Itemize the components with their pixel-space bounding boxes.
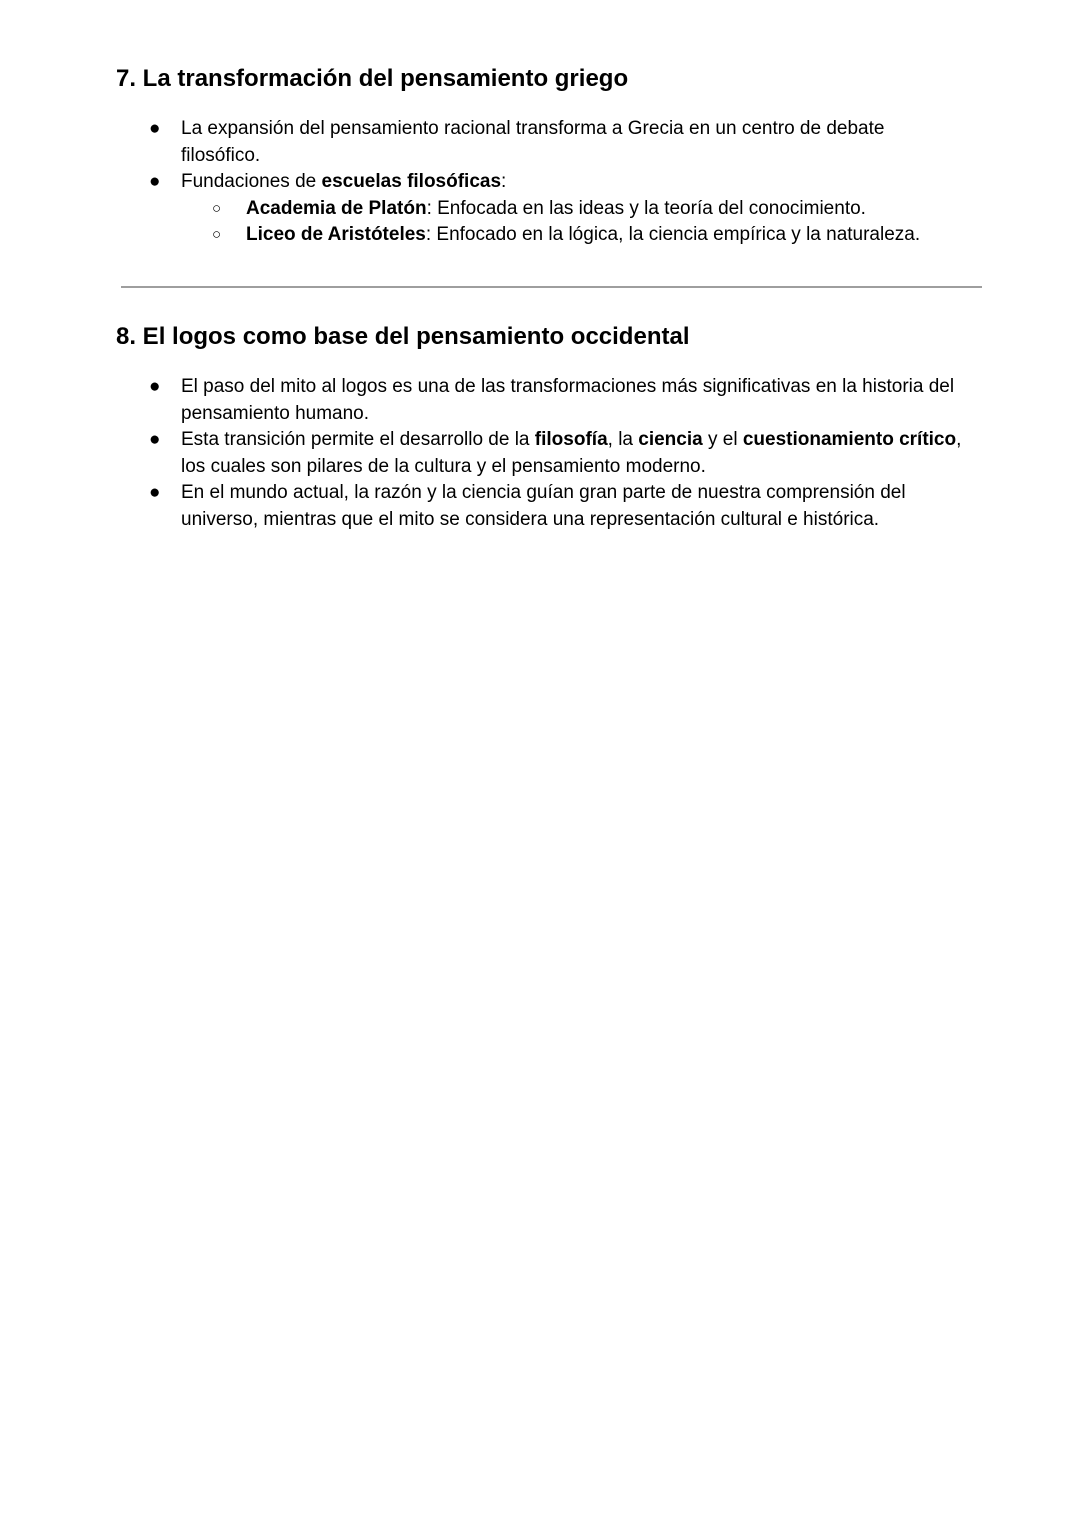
text: y el — [702, 429, 743, 450]
bold-text: cuestionamiento crítico — [742, 429, 957, 450]
text: Fundaciones de — [181, 171, 322, 192]
bold-text: filosofía — [534, 429, 608, 450]
text: La expansión del pensamiento racional transforma a Grecia en un centro de debate filosófico. — [181, 118, 885, 166]
section-8-list — [0, 374, 966, 533]
section-7-heading: 7. La transformación del pensamiento griego — [116, 65, 629, 92]
bullet-icon: ● — [149, 482, 161, 503]
text: Esta transición permite el desarrollo de la — [181, 429, 535, 450]
text: : — [501, 171, 507, 192]
list-item — [0, 169, 966, 196]
text: En el mundo actual, la razón y la ciencia guían gran parte de nuestra comprensión del universo, mientras que el mito se considera una representación cultural e histórica. — [181, 482, 906, 530]
sub-list-item — [0, 196, 1006, 223]
text: , los cuales son pilares de la cultura y el pensamiento moderno. — [181, 429, 962, 477]
bullet-icon: ● — [149, 118, 161, 139]
text: , la — [607, 429, 639, 450]
bullet-icon: ● — [149, 376, 161, 397]
text: : Enfocada en las ideas y la teoría del conocimiento. — [426, 197, 866, 219]
bold-text: escuelas filosóficas — [321, 171, 502, 192]
sub-list-item — [0, 222, 1006, 249]
bullet-icon: ● — [149, 429, 161, 450]
bold-text: Liceo de Aristóteles — [246, 224, 426, 245]
list-item — [0, 374, 966, 427]
list-item — [0, 427, 966, 480]
section-7-list — [0, 116, 1006, 249]
circle-bullet-icon: ○ — [212, 199, 222, 217]
text: El paso del mito al logos es una de las transformaciones más significativas en la historia del pensamiento humano. — [181, 376, 955, 424]
section-8-heading: 8. El logos como base del pensamiento occidental — [116, 323, 690, 350]
list-item — [0, 480, 966, 533]
bullet-icon: ● — [149, 171, 161, 192]
bold-text: ciencia — [638, 429, 703, 450]
horizontal-divider — [121, 286, 982, 288]
circle-bullet-icon: ○ — [212, 226, 222, 243]
bold-text: Academia de Platón — [246, 197, 427, 219]
list-item — [0, 116, 966, 169]
text: : Enfocado en la lógica, la ciencia empírica y la naturaleza. — [425, 224, 921, 245]
